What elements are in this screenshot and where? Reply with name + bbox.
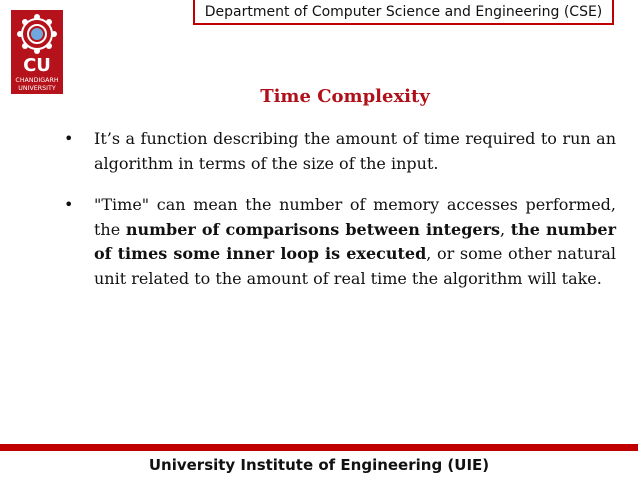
bullet-text-bold: the number of times some inner loop is executed xyxy=(94,219,616,263)
bullet-dot-icon: • xyxy=(64,129,74,148)
bullet-text-bold: number of comparisons between integers xyxy=(125,219,501,239)
slide-title: Time Complexity xyxy=(260,86,430,107)
university-logo-emblem xyxy=(11,10,63,94)
logo-name-line2: UNIVERSITY xyxy=(18,85,56,92)
bullet-text xyxy=(94,193,616,291)
bullet-list xyxy=(58,127,616,308)
department-header xyxy=(193,0,614,25)
bullet-text xyxy=(94,127,616,176)
footer-divider xyxy=(0,444,638,451)
footer-label: University Institute of Engineering (UIE) xyxy=(148,456,490,474)
bullet-text-run: It’s a function describing the amount of time required to run an algorithm in terms of the size of the input. xyxy=(94,129,616,173)
logo-name-line1: CHANDIGARH xyxy=(15,77,59,84)
bullet-dot-icon: • xyxy=(64,195,74,214)
department-label: Department of Computer Science and Engineering (CSE) xyxy=(204,3,603,20)
bullet-text-run: "Time" can mean the number of memory accesses performed, the xyxy=(94,195,616,239)
bullet-text-run: , or some other natural unit related to the amount of real time the algorithm will take. xyxy=(94,244,617,288)
bullet-item xyxy=(58,127,616,176)
bullet-item xyxy=(58,193,616,291)
logo-initials: CU xyxy=(23,55,51,76)
university-logo xyxy=(11,10,63,94)
bullet-text-run: , xyxy=(500,219,511,239)
